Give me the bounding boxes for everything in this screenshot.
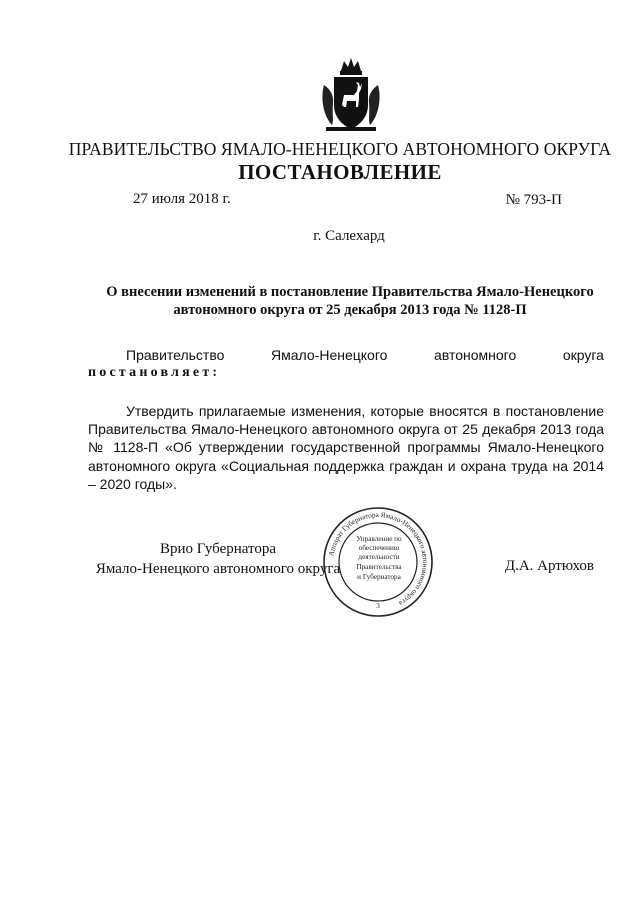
document-title-line: автономного округа от 25 декабря 2013 года № 1128-П (173, 302, 527, 318)
document-title (95, 283, 605, 319)
preamble-word: Правительство (126, 347, 225, 363)
stamp-center-line: Управление по (356, 535, 402, 543)
coat-of-arms-emblem (320, 55, 382, 133)
resolution-body: Утвердить прилагаемые изменения, которые вносятся в постановление Правительства Ямало-Ненецкого автономного округа от 25 декабря 2013 года № 1128-П «Об утверждении государственной программы Ямало-Ненецкого автономного округа «Социальная поддержка граждан и охрана труда на 2014 – 2020 годы». (88, 403, 604, 492)
preamble (88, 347, 604, 381)
document-type-heading: ПОСТАНОВЛЕНИЕ (238, 160, 442, 184)
preamble-word: округа (562, 347, 604, 363)
stamp-center-line: и Губернатора (357, 573, 401, 581)
official-stamp (322, 506, 434, 618)
signatory-name: Д.А. Артюхов (504, 558, 594, 574)
organization-name: ПРАВИТЕЛЬСТВО ЯМАЛО-НЕНЕЦКОГО АВТОНОМНОГО ОКРУГА (68, 139, 612, 159)
preamble-line (88, 347, 604, 364)
signatory-position-line: Ямало-Ненецкого автономного округа (95, 561, 341, 577)
signatory-position-line: Врио Губернатора (159, 541, 277, 557)
decree-word: постановляет: (88, 365, 221, 380)
document-date: 27 июля 2018 г. (133, 191, 231, 207)
preamble-word: автономного (434, 347, 517, 363)
preamble-word: Ямало-Ненецкого (271, 347, 388, 363)
document-city: г. Салехард (313, 228, 385, 244)
stamp-ring-text: Аппарат Губернатора Ямало-Ненецкого автономного округа (327, 510, 430, 608)
stamp-center-line: обеспечению (358, 544, 400, 552)
stamp-center-line: деятельности (358, 553, 400, 561)
stamp-number: 3 (376, 602, 380, 610)
signatory-position (88, 539, 348, 579)
document-title-line: О внесении изменений в постановление Правительства Ямало-Ненецкого (106, 284, 594, 300)
stamp-center-line: Правительства (356, 563, 402, 571)
document-number: № 793-П (505, 192, 562, 208)
